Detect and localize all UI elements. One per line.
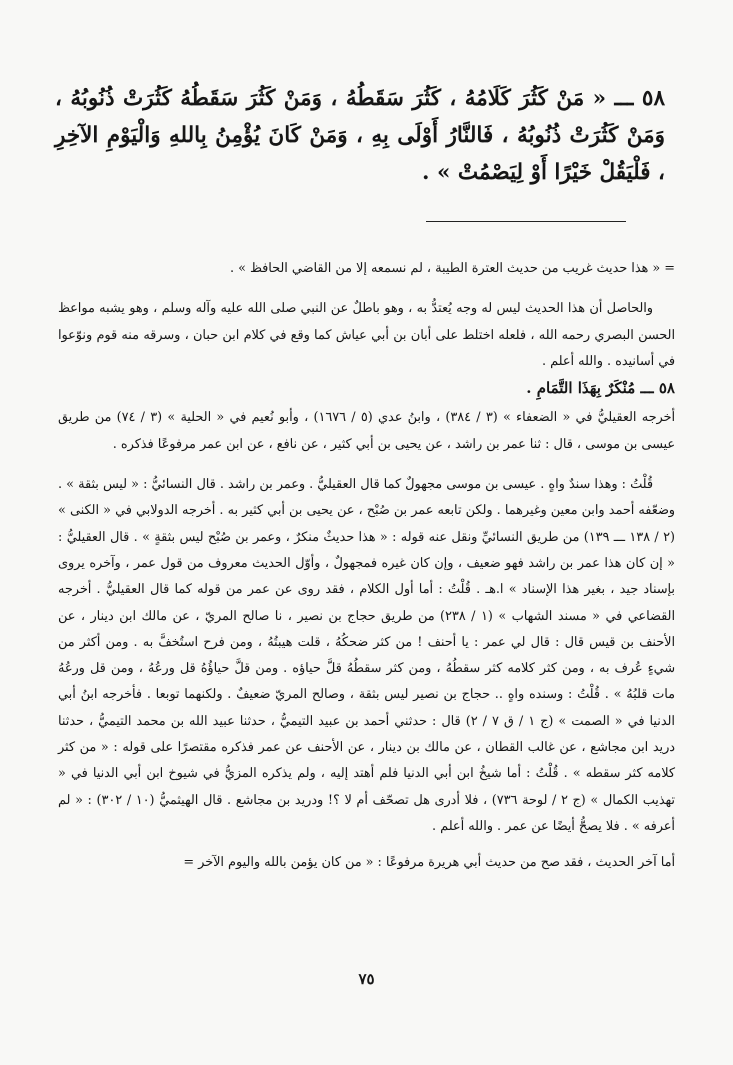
entry-number: ٥٨ ـــ bbox=[640, 379, 675, 398]
hadith-number: ٥٨ ـــ bbox=[614, 86, 665, 111]
footnote-continuation: = « هذا حديث غريب من حديث العترة الطيبة ، لم نسمعه إلا من القاضي الحافظ » . bbox=[229, 261, 675, 276]
commentary-paragraph: قُلْتُ : وهذا سندٌ واهٍ . عيسى بن موسى مجهولٌ كما قال العقيليُّ . وعمر بن راشد . قال النسائيُّ : « ليس بثقة » . وضعّفه أحمد وابن معين وغيرهما . ولكن تابعه عمر بن صُبْح ، عن يحيى بن أبي كثير به . أخرجه الدولابي في « الكنى » (٢ / ١٣٨ ـــ ١٣٩) من طريق النسائيِّ ونقل عنه قوله : « هذا حديثٌ منكرٌ ، وعمر بن صُبْح ليس بثقةٍ » . قال العقيليُّ : « إن كان هذا عمر بن راشد فهو ضعيف ، وإن كان غيره فمجهولٌ ، وأوّل الحديث معروف من قول عمر ، وآخره يروى بإسناد جيد ، بغير هذا الإسناد » ا.هـ . قُلْتُ : أما أول الكلام ، فقد روى عن عمر من قوله كما قال العقيليُّ . أخرجه القضاعي في « مسند الشهاب » (١ / ٢٣٨) من طريق حجاج بن نصير ، نا صالح المريّ ، عن مالك ابن دينار ، عن الأحنف بن قيس قال : قال لي عمر : يا أحنف ! من كثر ضحكُهُ ، قلت هيبتُهُ ، ومن فرح استُخفَّ به . ومن أكثر من شيءٍ عُرف به ، ومن كثر كلامه كثر سقطُهُ ، ومن كثر سقطُهُ قلَّ حياؤه . ومن قلَّ حياؤُهُ قل ورعُهُ ، ومن قل ورعُهُ مات قلبُهُ » . قُلْتُ : وسنده واهٍ .. حجاج بن نصير ليس بثقة ، وصالح المريّ ضعيفٌ . ولكنهما توبعا . فأخرجه ابنُ أبي الدنيا في « الصمت » (ج ١ / ق ٧ / ٢) قال : حدثني أحمد بن عبيد التيميُّ ، حدثنا عبيد الله بن محمد التيميُّ ، حدثنا دريد ابن مجاشع ، عن غالب القطان ، عن مالك بن دينار ، عن الأحنف عن عمر فذكره مقتصرًا على قوله : « من كثر كلامه كثر سقطه » . قُلْتُ : أما شيخُ ابن أبي الدنيا فلم أهتد إليه ، ولم يذكره المزيُّ في شيوخ ابن أبي الدنيا في « تهذيب الكمال » (ج ٢ / لوحة ٧٣٦) ، فلا أدرى هل تصحّف أم لا ؟! ودريد بن مجاشع . قال الهيثميُّ (١٠ / ٣٠٢) : « لم أعرفه » . فلا يصحُّ أيضًا عن عمر . والله أعلم . bbox=[58, 477, 675, 834]
footnote-divider bbox=[426, 221, 626, 222]
closing-paragraph: أما آخر الحديث ، فقد صح من حديث أبي هريرة مرفوعًا : « من كان يؤمن بالله واليوم الآخر = bbox=[183, 855, 675, 871]
takhrij-paragraph: أخرجه العقيليُّ في « الضعفاء » (٣ / ٣٨٤) ، وابنُ عدي (٥ / ١٦٧٦) ، وأبو نُعيم في « الحلية » (٣ / ٧٤) من طريق عيسى بن موسى ، قال : ثنا عمر بن راشد ، عن يحيى بن أبي كثير ، عن نافع ، عن ابن عمر مرفوعًا فذكره . bbox=[58, 410, 676, 452]
page-number: ٧٥ bbox=[358, 970, 375, 988]
hadith-text-block bbox=[55, 80, 665, 191]
entry-verdict: مُنْكَرٌ بِهَذَا التَّمَامِ . bbox=[526, 379, 636, 398]
entry-heading bbox=[58, 375, 675, 401]
footnote-conclusion: والحاصل أن هذا الحديث ليس له وجه يُعتدُّ به ، وهو باطلٌ عن النبي صلى الله عليه وآله وسلم ، وهو يشبه مواعظ الحسن البصري رحمه الله ، فلعله اختلط على أبان بن أبي عياش كما وقع في كلام ابن حبان ، وسرقه منه قوم ونوّعوا في أسانيده . والله أعلم . bbox=[58, 301, 675, 369]
footnotes-section bbox=[58, 256, 675, 877]
hadith-matn: « مَنْ كَثُرَ كَلَامُهُ ، كَثُرَ سَقَطُهُ ، وَمَنْ كَثُرَ سَقَطُهُ كَثُرَتْ ذُنُوبُهُ ، وَمَنْ كَثُرَتْ ذُنُوبُهُ ، فَالنَّارُ أَوْلَى بِهِ ، وَمَنْ كَانَ يُؤْمِنُ بِاللهِ وَالْيَوْمِ الآخِرِ ، فَلْيَقُلْ خَيْرًا أَوْ لِيَصْمُتْ » . bbox=[55, 86, 665, 185]
